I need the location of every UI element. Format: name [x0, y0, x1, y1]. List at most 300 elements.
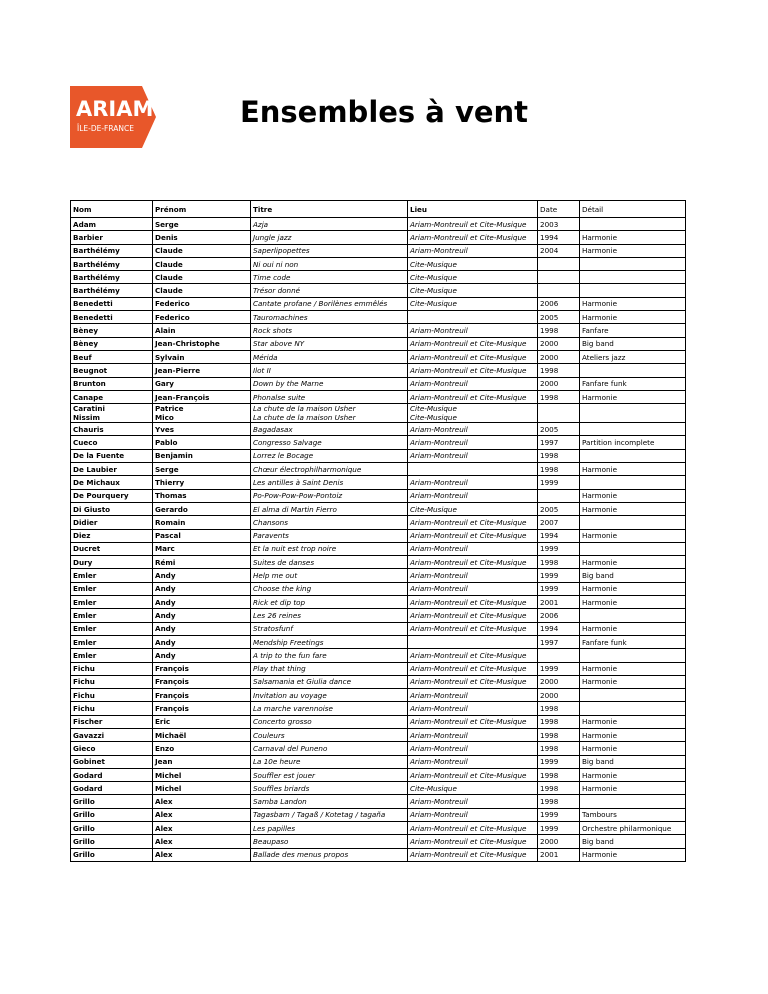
- cell-date: [538, 649, 580, 662]
- cell-detail: Harmonie: [580, 463, 686, 476]
- cell-date: 2005: [538, 311, 580, 324]
- cell-detail: Orchestre philarmonique: [580, 822, 686, 835]
- table-row: [71, 337, 686, 350]
- cell-date: 1998: [538, 795, 580, 808]
- cell-nom: Gavazzi: [71, 728, 153, 741]
- cell-prenom: Enzo: [153, 742, 251, 755]
- cell-detail: Harmonie: [580, 231, 686, 244]
- cell-lieu: Ariam-Montreuil: [408, 489, 538, 502]
- cell-detail: Fanfare funk: [580, 377, 686, 390]
- cell-nom: Beuf: [71, 350, 153, 363]
- cell-nom: Beugnot: [71, 364, 153, 377]
- cell-detail: Tambours: [580, 808, 686, 821]
- cell-detail: Harmonie: [580, 782, 686, 795]
- cell-detail: Harmonie: [580, 728, 686, 741]
- cell-lieu: Ariam-Montreuil: [408, 742, 538, 755]
- cell-date: 1998: [538, 742, 580, 755]
- table-row: [71, 768, 686, 781]
- cell-nom: Benedetti: [71, 311, 153, 324]
- cell-prenom: Claude: [153, 271, 251, 284]
- cell-lieu: Ariam-Montreuil et Cite-Musique: [408, 715, 538, 728]
- cell-titre: Jungle jazz: [251, 231, 408, 244]
- cell-detail: Harmonie: [580, 768, 686, 781]
- cell-lieu: Ariam-Montreuil: [408, 728, 538, 741]
- cell-prenom: Andy: [153, 649, 251, 662]
- cell-detail: Big band: [580, 569, 686, 582]
- table-row: [71, 218, 686, 231]
- cell-nom: Grillo: [71, 808, 153, 821]
- cell-date: 1998: [538, 768, 580, 781]
- cell-prenom: Sylvain: [153, 350, 251, 363]
- cell-nom: Grillo: [71, 835, 153, 848]
- cell-nom: De la Fuente: [71, 449, 153, 462]
- cell-detail: Big band: [580, 337, 686, 350]
- table-row: [71, 635, 686, 648]
- cell-date: 1998: [538, 556, 580, 569]
- cell-prenom: François: [153, 662, 251, 675]
- cell-date: 1999: [538, 822, 580, 835]
- cell-date: 1998: [538, 463, 580, 476]
- cell-detail: Partition incomplete: [580, 436, 686, 449]
- cell-nom: Fichu: [71, 662, 153, 675]
- table-row: [71, 582, 686, 595]
- cell-titre: Mendship Freetings: [251, 635, 408, 648]
- cell-date: 2001: [538, 596, 580, 609]
- cell-lieu: Cite-Musique: [408, 257, 538, 270]
- logo-region: ÎLE-DE-FRANCE: [77, 124, 134, 133]
- cell-lieu: Ariam-Montreuil et Cite-Musique: [408, 364, 538, 377]
- cell-nom: Emler: [71, 582, 153, 595]
- cell-nom: Ducret: [71, 542, 153, 555]
- cell-prenom: Andy: [153, 635, 251, 648]
- cell-nom: Gobinet: [71, 755, 153, 768]
- cell-nom: De Laubier: [71, 463, 153, 476]
- cell-prenom: Jean-François: [153, 390, 251, 403]
- cell-nom: Barthélémy: [71, 271, 153, 284]
- cell-prenom: Claude: [153, 257, 251, 270]
- cell-lieu-line: Cite-Musique: [410, 413, 457, 423]
- table-row: [71, 449, 686, 462]
- cell-prenom: Serge: [153, 218, 251, 231]
- cell-detail: [580, 284, 686, 297]
- cell-nom: Emler: [71, 635, 153, 648]
- cell-prenom: Michel: [153, 782, 251, 795]
- cell-detail: [580, 542, 686, 555]
- cell-lieu: Ariam-Montreuil et Cite-Musique: [408, 609, 538, 622]
- cell-detail: Harmonie: [580, 502, 686, 515]
- cell-detail: Big band: [580, 835, 686, 848]
- cell-lieu: [408, 404, 538, 423]
- cell-prenom: Claude: [153, 284, 251, 297]
- cell-titre: Lorrez le Bocage: [251, 449, 408, 462]
- cell-prenom: Andy: [153, 582, 251, 595]
- cell-detail: [580, 689, 686, 702]
- cell-prenom: [153, 404, 251, 423]
- cell-nom: Gieco: [71, 742, 153, 755]
- cell-lieu: Ariam-Montreuil: [408, 324, 538, 337]
- cell-detail: Harmonie: [580, 742, 686, 755]
- table-row: [71, 377, 686, 390]
- cell-detail: Harmonie: [580, 311, 686, 324]
- cell-lieu: Ariam-Montreuil: [408, 755, 538, 768]
- header-lieu: Lieu: [408, 201, 538, 218]
- table-row: [71, 231, 686, 244]
- cell-date: 1994: [538, 622, 580, 635]
- table-row: [71, 284, 686, 297]
- cell-detail: Harmonie: [580, 297, 686, 310]
- cell-nom: Emler: [71, 596, 153, 609]
- cell-prenom: Gary: [153, 377, 251, 390]
- table-row: [71, 569, 686, 582]
- table-row: [71, 476, 686, 489]
- cell-titre: Chansons: [251, 516, 408, 529]
- cell-lieu: Cite-Musique: [408, 284, 538, 297]
- cell-prenom: Gerardo: [153, 502, 251, 515]
- cell-nom: Didier: [71, 516, 153, 529]
- cell-nom: Fichu: [71, 675, 153, 688]
- table-body: [71, 218, 686, 862]
- header-nom: Nom: [71, 201, 153, 218]
- cell-date: 1999: [538, 569, 580, 582]
- table-header-row: [71, 201, 686, 218]
- cell-lieu: Cite-Musique: [408, 782, 538, 795]
- cell-date: 1997: [538, 635, 580, 648]
- cell-titre: Congresso Salvage: [251, 436, 408, 449]
- cell-nom: Godard: [71, 782, 153, 795]
- cell-prenom: Alex: [153, 808, 251, 821]
- cell-nom: Fischer: [71, 715, 153, 728]
- cell-date: 1998: [538, 728, 580, 741]
- cell-prenom: François: [153, 675, 251, 688]
- cell-lieu: Ariam-Montreuil et Cite-Musique: [408, 516, 538, 529]
- cell-prenom: François: [153, 689, 251, 702]
- cell-titre: Trésor donné: [251, 284, 408, 297]
- cell-nom: Chauris: [71, 423, 153, 436]
- cell-titre: Phonalse suite: [251, 390, 408, 403]
- cell-titre: Invitation au voyage: [251, 689, 408, 702]
- cell-detail: Fanfare: [580, 324, 686, 337]
- cell-lieu: Ariam-Montreuil et Cite-Musique: [408, 596, 538, 609]
- cell-nom: Emler: [71, 569, 153, 582]
- cell-lieu: Ariam-Montreuil et Cite-Musique: [408, 822, 538, 835]
- table-row: [71, 529, 686, 542]
- cell-date: 2006: [538, 609, 580, 622]
- cell-detail: Harmonie: [580, 244, 686, 257]
- cell-date: 1998: [538, 702, 580, 715]
- cell-prenom: François: [153, 702, 251, 715]
- cell-titre: Cantate profane / Borilènes emmêlés: [251, 297, 408, 310]
- cell-titre: El alma di Martin Fierro: [251, 502, 408, 515]
- header-date: Date: [538, 201, 580, 218]
- cell-detail: Harmonie: [580, 622, 686, 635]
- cell-titre: Les antilles à Saint Denis: [251, 476, 408, 489]
- cell-nom: Di Giusto: [71, 502, 153, 515]
- cell-lieu: Ariam-Montreuil et Cite-Musique: [408, 662, 538, 675]
- table-row: [71, 835, 686, 848]
- cell-date: 1998: [538, 715, 580, 728]
- logo-brand: ARIAM: [76, 97, 154, 121]
- cell-lieu: Ariam-Montreuil et Cite-Musique: [408, 768, 538, 781]
- table-row: [71, 463, 686, 476]
- cell-detail: Harmonie: [580, 596, 686, 609]
- cell-prenom: Alex: [153, 835, 251, 848]
- cell-lieu: Ariam-Montreuil et Cite-Musique: [408, 649, 538, 662]
- cell-detail: Harmonie: [580, 662, 686, 675]
- cell-titre: Couleurs: [251, 728, 408, 741]
- cell-date: 1999: [538, 808, 580, 821]
- cell-nom: Barthélémy: [71, 284, 153, 297]
- table-row: [71, 489, 686, 502]
- cell-detail: [580, 476, 686, 489]
- cell-prenom: Jean-Christophe: [153, 337, 251, 350]
- table-row: [71, 609, 686, 622]
- cell-detail: [580, 609, 686, 622]
- table-row: [71, 311, 686, 324]
- cell-titre: Play that thing: [251, 662, 408, 675]
- cell-date: 2000: [538, 377, 580, 390]
- cell-prenom: Alex: [153, 848, 251, 861]
- cell-date: 1999: [538, 476, 580, 489]
- cell-titre: Souffler est jouer: [251, 768, 408, 781]
- cell-detail: Harmonie: [580, 715, 686, 728]
- cell-detail: [580, 649, 686, 662]
- cell-date: 1999: [538, 755, 580, 768]
- cell-nom: De Michaux: [71, 476, 153, 489]
- cell-date: 1999: [538, 542, 580, 555]
- cell-lieu: Ariam-Montreuil: [408, 582, 538, 595]
- cell-lieu: Ariam-Montreuil et Cite-Musique: [408, 835, 538, 848]
- cell-lieu: Ariam-Montreuil et Cite-Musique: [408, 350, 538, 363]
- cell-titre: Help me out: [251, 569, 408, 582]
- table-row: [71, 596, 686, 609]
- cell-nom: De Pourquery: [71, 489, 153, 502]
- cell-prenom: Pablo: [153, 436, 251, 449]
- cell-lieu: Ariam-Montreuil et Cite-Musique: [408, 337, 538, 350]
- table-row: [71, 808, 686, 821]
- cell-detail: [580, 423, 686, 436]
- cell-titre: Saperlipopettes: [251, 244, 408, 257]
- table-row: [71, 404, 686, 423]
- cell-date: 2005: [538, 423, 580, 436]
- cell-titre: Rock shots: [251, 324, 408, 337]
- cell-detail: [580, 271, 686, 284]
- table-row: [71, 436, 686, 449]
- cell-titre: Azja: [251, 218, 408, 231]
- table-row: [71, 848, 686, 861]
- cell-nom: Grillo: [71, 848, 153, 861]
- cell-titre: Chœur électrophilharmonique: [251, 463, 408, 476]
- cell-nom: Adam: [71, 218, 153, 231]
- cell-prenom: Federico: [153, 297, 251, 310]
- cell-detail: [580, 449, 686, 462]
- cell-detail: Harmonie: [580, 848, 686, 861]
- cell-prenom: Romain: [153, 516, 251, 529]
- cell-detail: Harmonie: [580, 489, 686, 502]
- cell-titre: Samba Landon: [251, 795, 408, 808]
- cell-detail: Harmonie: [580, 675, 686, 688]
- cell-nom: Cueco: [71, 436, 153, 449]
- cell-prenom: Thierry: [153, 476, 251, 489]
- table-row: [71, 782, 686, 795]
- cell-prenom: Benjamin: [153, 449, 251, 462]
- cell-prenom: Jean: [153, 755, 251, 768]
- cell-nom: Grillo: [71, 822, 153, 835]
- cell-lieu: Ariam-Montreuil: [408, 569, 538, 582]
- cell-titre: Tauromachines: [251, 311, 408, 324]
- cell-nom: Barthélémy: [71, 244, 153, 257]
- cell-prenom: Andy: [153, 622, 251, 635]
- table-row: [71, 390, 686, 403]
- cell-titre: A trip to the fun fare: [251, 649, 408, 662]
- cell-detail: [580, 218, 686, 231]
- cell-lieu: Ariam-Montreuil: [408, 542, 538, 555]
- cell-prenom: Serge: [153, 463, 251, 476]
- table-row: [71, 675, 686, 688]
- cell-nom: [71, 404, 153, 423]
- cell-lieu: [408, 463, 538, 476]
- cell-titre: Souffles briards: [251, 782, 408, 795]
- cell-date: 1999: [538, 582, 580, 595]
- cell-prenom: Andy: [153, 596, 251, 609]
- cell-date: 1998: [538, 782, 580, 795]
- cell-prenom: Jean-Pierre: [153, 364, 251, 377]
- cell-detail: Ateliers jazz: [580, 350, 686, 363]
- cell-date: 1998: [538, 449, 580, 462]
- cell-date: 1998: [538, 364, 580, 377]
- cell-nom: Bèney: [71, 324, 153, 337]
- cell-detail: Harmonie: [580, 556, 686, 569]
- cell-nom: Dury: [71, 556, 153, 569]
- cell-titre: [251, 404, 408, 423]
- cell-detail: Harmonie: [580, 582, 686, 595]
- cell-lieu: Ariam-Montreuil: [408, 808, 538, 821]
- cell-lieu: Ariam-Montreuil: [408, 244, 538, 257]
- table-row: [71, 649, 686, 662]
- table-row: [71, 516, 686, 529]
- table-row: [71, 502, 686, 515]
- cell-date: [538, 271, 580, 284]
- cell-titre: Les papilles: [251, 822, 408, 835]
- header-prenom: Prénom: [153, 201, 251, 218]
- cell-lieu: Ariam-Montreuil et Cite-Musique: [408, 231, 538, 244]
- cell-date: 2000: [538, 835, 580, 848]
- cell-date: [538, 489, 580, 502]
- cell-lieu: Cite-Musique: [408, 271, 538, 284]
- cell-nom: Emler: [71, 609, 153, 622]
- cell-lieu: Cite-Musique: [408, 502, 538, 515]
- cell-date: 1999: [538, 662, 580, 675]
- cell-date: 1997: [538, 436, 580, 449]
- cell-titre: Ni oui ni non: [251, 257, 408, 270]
- cell-prenom: Thomas: [153, 489, 251, 502]
- table-row: [71, 662, 686, 675]
- cell-date: [538, 257, 580, 270]
- cell-prenom: Alex: [153, 795, 251, 808]
- cell-date: [538, 404, 580, 423]
- cell-titre: Les 26 reines: [251, 609, 408, 622]
- table-row: [71, 244, 686, 257]
- cell-prenom: Claude: [153, 244, 251, 257]
- cell-lieu: Ariam-Montreuil et Cite-Musique: [408, 218, 538, 231]
- table-row: [71, 702, 686, 715]
- cell-date: 2005: [538, 502, 580, 515]
- cell-nom-line: Nissim: [73, 413, 100, 423]
- cell-date: 2007: [538, 516, 580, 529]
- cell-titre: Rick et dip top: [251, 596, 408, 609]
- cell-nom: Canape: [71, 390, 153, 403]
- cell-titre: Choose the king: [251, 582, 408, 595]
- table-row: [71, 622, 686, 635]
- table-row: [71, 257, 686, 270]
- cell-date: 2003: [538, 218, 580, 231]
- cell-lieu-line: Cite-Musique: [410, 404, 457, 414]
- cell-nom: Grillo: [71, 795, 153, 808]
- table-row: [71, 755, 686, 768]
- cell-nom: Bèney: [71, 337, 153, 350]
- cell-lieu: Ariam-Montreuil: [408, 377, 538, 390]
- cell-prenom: Federico: [153, 311, 251, 324]
- cell-titre: Bagadasax: [251, 423, 408, 436]
- cell-lieu: Ariam-Montreuil et Cite-Musique: [408, 529, 538, 542]
- cell-date: 1994: [538, 231, 580, 244]
- cell-titre: Star above NY: [251, 337, 408, 350]
- cell-lieu: Ariam-Montreuil et Cite-Musique: [408, 390, 538, 403]
- cell-titre: Beaupaso: [251, 835, 408, 848]
- cell-titre: Carnaval del Puneno: [251, 742, 408, 755]
- cell-titre: Po-Pow-Pow-Pow-Pontoiz: [251, 489, 408, 502]
- cell-lieu: Cite-Musique: [408, 297, 538, 310]
- cell-date: [538, 284, 580, 297]
- cell-nom: Benedetti: [71, 297, 153, 310]
- cell-titre: Tagasbam / Tagaß / Kotetag / tagaña: [251, 808, 408, 821]
- cell-detail: [580, 795, 686, 808]
- table-row: [71, 324, 686, 337]
- cell-nom: Fichu: [71, 702, 153, 715]
- table-row: [71, 271, 686, 284]
- cell-nom: Barbier: [71, 231, 153, 244]
- cell-detail: Big band: [580, 755, 686, 768]
- cell-titre: Down by the Marne: [251, 377, 408, 390]
- cell-nom: Diez: [71, 529, 153, 542]
- table-row: [71, 715, 686, 728]
- cell-titre: Suites de danses: [251, 556, 408, 569]
- cell-detail: [580, 257, 686, 270]
- header-detail: Détail: [580, 201, 686, 218]
- cell-date: 1998: [538, 324, 580, 337]
- table-row: [71, 822, 686, 835]
- table-row: [71, 423, 686, 436]
- cell-detail: [580, 404, 686, 423]
- cell-nom-line: Caratini: [73, 404, 105, 414]
- cell-detail: [580, 364, 686, 377]
- cell-lieu: Ariam-Montreuil: [408, 423, 538, 436]
- table-row: [71, 742, 686, 755]
- cell-nom: Barthélémy: [71, 257, 153, 270]
- cell-nom: Godard: [71, 768, 153, 781]
- cell-date: 2000: [538, 675, 580, 688]
- cell-detail: [580, 702, 686, 715]
- cell-titre: Ilot II: [251, 364, 408, 377]
- cell-prenom: Marc: [153, 542, 251, 555]
- table-row: [71, 297, 686, 310]
- cell-detail: Harmonie: [580, 390, 686, 403]
- cell-lieu: Ariam-Montreuil: [408, 476, 538, 489]
- cell-titre-line: La chute de la maison Usher: [253, 413, 356, 423]
- table-row: [71, 689, 686, 702]
- cell-prenom-line: Mico: [155, 413, 174, 423]
- cell-lieu: Ariam-Montreuil: [408, 702, 538, 715]
- cell-prenom: Michel: [153, 768, 251, 781]
